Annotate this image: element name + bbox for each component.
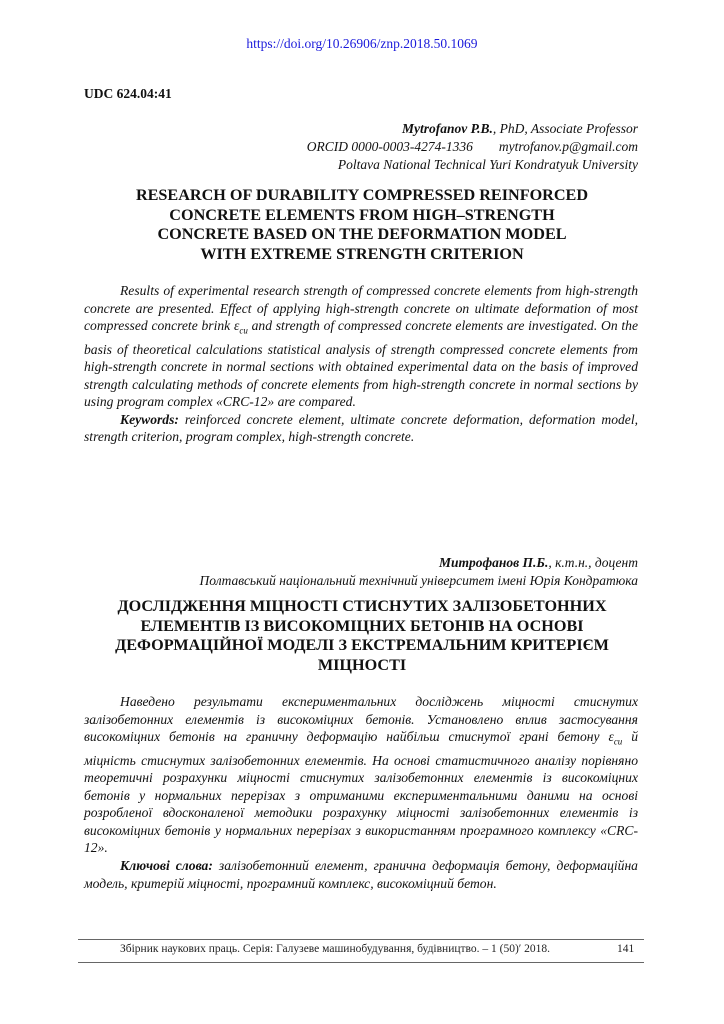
title-line: RESEARCH OF DURABILITY COMPRESSED REINFORCED [135, 186, 589, 204]
epsilon-cu-symbol [233, 318, 248, 336]
keywords-paragraph [84, 411, 638, 446]
keywords-text: залізобетонний елемент, гранична деформація бетону, деформаційна модель, критерій міцності, програмний комплекс, високоміцний бетон. [84, 858, 638, 891]
page-number: 141 [617, 943, 635, 955]
title-line: CONCRETE ELEMENTS FROM HIGH–STRENGTH [169, 205, 555, 224]
title-line: CONCRETE BASED ON THE DEFORMATION MODEL [157, 225, 567, 243]
keywords-label: Ключові слова: [120, 858, 213, 874]
abstract-ua [84, 693, 638, 892]
orcid-line [307, 138, 638, 156]
keywords-label: Keywords: [120, 411, 179, 427]
abstract-text: Наведено результати експериментальних досліджень міцності стиснутих залізобетонних елементів із високоміцних бетонів. Установлено вплив застосування високоміцних бетонів на граничну деформацію найбільш стиснутої грані бетону [84, 694, 638, 745]
orcid: ORCID 0000-0003-4274-1336 [306, 139, 473, 154]
abstract-paragraph [84, 693, 638, 857]
author-name: Mytrofanov P.B. [401, 121, 493, 136]
author-name: Митрофанов П.Б. [438, 555, 549, 570]
epsilon-subscript: cu [239, 325, 248, 336]
epsilon-cu-symbol [608, 729, 623, 747]
footer-rule-bottom [78, 962, 644, 963]
title-line: ДОСЛІДЖЕННЯ МІЦНОСТІ СТИСНУТИХ ЗАЛІЗОБЕТОННИХ [117, 597, 607, 615]
epsilon-glyph: ε [233, 318, 240, 334]
footer-rule-top [78, 939, 644, 940]
epsilon-glyph: ε [608, 729, 614, 745]
title-ua [84, 597, 640, 675]
title-line: МІЦНОСТІ [317, 655, 407, 674]
abstract-en [84, 282, 638, 446]
author-email[interactable]: mytrofanov.p@gmail.com [498, 139, 638, 154]
author-line [307, 120, 638, 138]
author-block-ua [200, 554, 638, 590]
abstract-text: and strength of compressed concrete elements are investigated. On the basis of theoretical calculations statistical analysis of strength compressed concrete elements from high-strength concrete in normal sections with obtained experimental data on the basis of improved strength calculating methods of concrete elements from high-strength concrete in normal sections by using program complex «CRC-12» are compared. [84, 318, 638, 410]
abstract-text: Results of experimental research strength of compressed concrete elements from high-strength concrete are presented. Effect of applying high-strength concrete on ultimate deformation of most compressed concrete brink [84, 283, 638, 334]
title-line: ЕЛЕМЕНТІВ ІЗ ВИСОКОМІЦНИХ БЕТОНІВ НА ОСНОВІ [140, 616, 584, 635]
keywords-paragraph [84, 857, 638, 892]
epsilon-subscript: cu [613, 736, 623, 747]
title-line: ДЕФОРМАЦІЙНОЇ МОДЕЛІ З ЕКСТРЕМАЛЬНИМ КРИТЕРІЄМ [115, 636, 609, 654]
author-affiliation: Poltava National Technical Yuri Kondratyuk University [337, 157, 638, 172]
author-position: , к.т.н., доцент [548, 555, 638, 570]
author-block-en [307, 120, 638, 174]
author-affiliation: Полтавський національний технічний університет імені Юрія Кондратюка [199, 573, 638, 588]
author-position: , PhD, Associate Professor [492, 121, 638, 136]
abstract-text: й міцність стиснутих залізобетонних елементів. На основі статистичного аналізу порівняно теоретичні розрахунки міцності стиснутих залізобетонних елементів із високоміцних бетонів у нормальних перерізах з отриманими експериментальними даними на основі розробленої вдосконаленої методики розрахунку міцності залізобетонних елементів із високоміцних бетонів у нормальних перерізах з використанням програмного комплексу «CRC-12». [84, 729, 638, 856]
author-line [200, 554, 638, 572]
title-en [84, 186, 640, 264]
doi-link[interactable]: https://doi.org/10.26906/znp.2018.50.1069 [246, 36, 478, 51]
journal-footer: Збірник наукових праць. Серія: Галузеве машинобудування, будівництво. – 1 (50)′ 2018. [120, 943, 551, 955]
abstract-paragraph [84, 282, 638, 411]
keywords-text: reinforced concrete element, ultimate concrete deformation, deformation model, strength criterion, program complex, high-strength concrete. [84, 411, 638, 445]
title-line: WITH EXTREME STRENGTH CRITERION [200, 244, 524, 263]
udc-code: UDC 624.04:41 [84, 86, 172, 101]
